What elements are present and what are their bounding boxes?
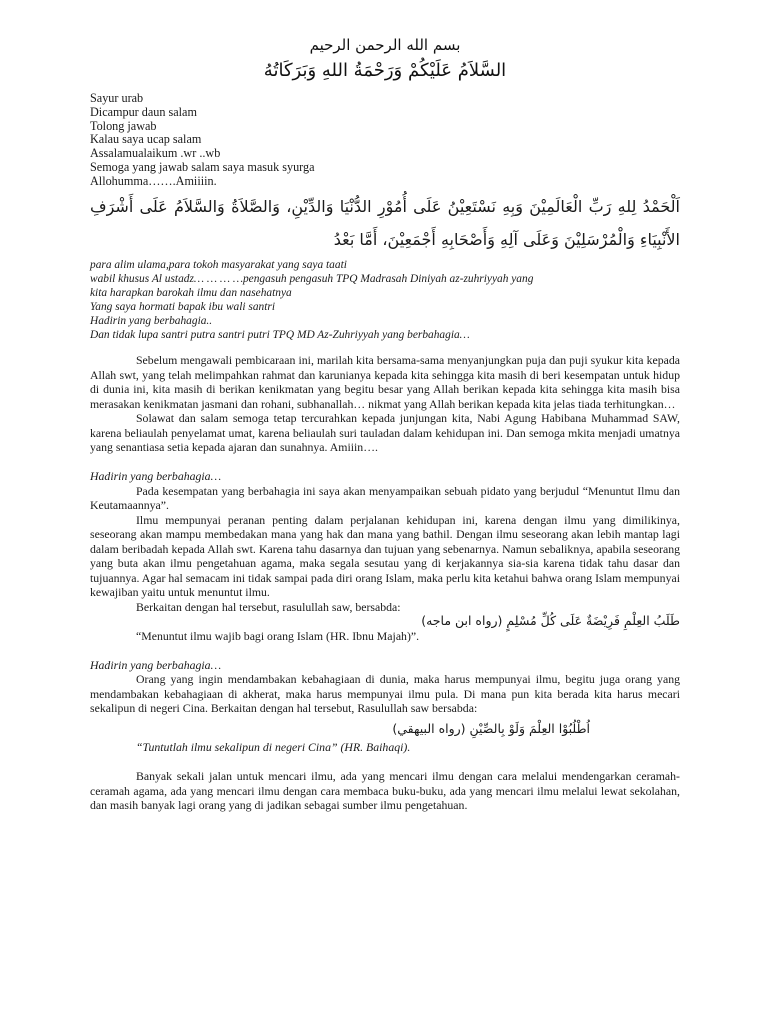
paragraph-topic: Pada kesempatan yang berbahagia ini saya akan menyampaikan sebuah pidato yang berjudul “Menuntut Ilmu dan Keutamaannya”. [90, 483, 680, 512]
pantun-line: Sayur urab [90, 91, 144, 105]
salutation-line: wabil khusus Al ustadz… … … …pengasuh pengasuh TPQ Madrasah Diniyah az-zuhriyyah yang [90, 272, 534, 285]
opening-prayer: اَلْحَمْدُ لِلهِ رَبِّ الْعَالَمِيْنَ وَبِهِ نَسْتَعِيْنُ عَلَى أُمُوْرِ الدُّنْيَا وَالدِّيْنِ، وَالصَّلاَةُ وَالسَّلاَمُ عَلَى أَشْرَفِ الأَنْبِيَاءِ وَالْمُرْسَلِيْنَ وَعَلَى آلِهِ وَأَصْحَابِهِ أَجْمَعِيْنَ، أَمَّا بَعْدُ [90, 197, 680, 249]
paragraph-importance: Ilmu mempunyai peranan penting dalam perjalanan kehidupan ini, karena dengan ilmu yang dimilikinya, seseorang akan mampu membedakan mana yang hak dan mana yang bathil. Dengan ilmu seseorang akan lebih mantap lagi dalam beribadah kepada Allah swt. Karena tahu dasarnya dan tujuan yang sebenarnya. Namun sebaliknya, apabila seseorang yang buta akan ilmu pengetahuan agama, maka segala sesutau yang di kerjakannya sia-sia karena tidak tahu dasar dan tujuannya. Agar hal semacam ini tidak sampai pada diri orang Islam, maka perlu kita ketahui bahwa orang Islam mempunyai kewajiban yaitu untuk menuntut ilmu. [90, 512, 680, 599]
pantun-line: Semoga yang jawab salam saya masuk syurga [90, 159, 315, 174]
paragraph-happiness: Orang yang ingin mendambakan kebahagiaan di dunia, maka harus mempunyai ilmu, begitu juga orang yang mendambakan kebahagiaan di akherat, maka harus mempunyai ilmu pula. Di mana pun kita berada kita harus mecari sekalipun di negeri Cina. Berkaitan dengan hal tersebut, Rasulullah saw bersabda: [90, 672, 680, 715]
paragraph-opening: Sebelum mengawali pembicaraan ini, marilah kita bersama-sama menyanjungkan puja dan puji syukur kita kepada Allah swt, yang telah melimpahkan rahmat dan karunianya kepada kita sehingga kita masih di beri kesempatan untuk hidup di dunia ini, kita masih di berikan kenikmatan yang begitu besar yang Allah berikan kepada kita sehingga kita masih bisa merasakan kenikmatan jasmani dan rohani, subhanallah… nikmat yang Allah berikan kepada kita jelas tiada terhitungkan… [90, 353, 680, 411]
salutations [90, 259, 680, 342]
salutation-line: para alim ulama,para tokoh masyarakat yang saya taati [90, 259, 347, 271]
pantun-line: Assalamualaikum .wr ..wb [90, 146, 221, 161]
speech-body [90, 353, 680, 813]
salutation-line: Dan tidak lupa santri putra santri putri TPQ MD Az-Zuhriyyah yang berbahagia… [90, 328, 470, 341]
paragraph-solawat: Solawat dan salam semoga tetap tercurahkan kepada junjungan kita, Nabi Agung Habibana Muhammad SAW, karena beliaulah penyelamat umat, karena beliaulah suri tauladan dalam kehidupan ini. Dan semoga mkita menjadi umatnya yang senantiasa setia kepada ajaran dan sunahnya. Amiiin…. [90, 411, 680, 454]
hadirin-heading: Hadirin yang berbahagia… [90, 469, 222, 483]
hadith-intro: Berkaitan dengan hal tersebut, rasulullah saw, bersabda: [136, 599, 401, 614]
pantun-line: Kalau saya ucap salam [90, 132, 202, 147]
hadith-translation: “Tuntutlah ilmu sekalipun di negeri Cina” (HR. Baihaqi). [136, 740, 411, 754]
hadith-arabic: طَلَبُ العِلْمِ فَرِيْضَةٌ عَلَى كُلِّ مُسْلِمٍ (رواه ابن ماجه) [421, 613, 680, 628]
paragraph-ways: Banyak sekali jalan untuk mencari ilmu, ada yang mencari ilmu dengan cara melalui mendengarkan ceramah-ceramah agama, ada yang mencari ilmu dengan cara membaca buku-buku, ada yang mencari ilmu melalui lewat sekolahan, dan masih banyak lagi orang yang di jadikan sebagai sumber ilmu pengetahuan. [90, 769, 680, 812]
pantun-line: Dicampur daun salam [90, 104, 197, 119]
pantun-line: Allohumma…….Amiiiin. [90, 173, 217, 188]
hadith-arabic: اُطْلُبُوْا العِلْمَ وَلَوْ بِالصِّيْنِ (رواه البيهقي) [392, 720, 590, 736]
salam-greeting: السَّلاَمُ عَلَيْكُمْ وَرَحْمَةُ اللهِ وَبَرَكَاتُهُ [263, 60, 507, 81]
salutation-line: Hadirin yang berbahagia.. [90, 314, 213, 327]
hadith-translation: “Menuntut ilmu wajib bagi orang Islam (HR. Ibnu Majah)”. [136, 628, 420, 643]
salutation-line: Yang saya hormati bapak ibu wali santri [90, 300, 276, 313]
basmalah: بسم الله الرحمن الرحيم [309, 36, 461, 54]
pantun [90, 92, 680, 189]
pantun-line: Tolong jawab [90, 118, 157, 133]
document-page [90, 0, 680, 1024]
hadirin-heading: Hadirin yang berbahagia… [90, 657, 222, 672]
salutation-line: kita harapkan barokah ilmu dan nasehatnya [90, 286, 292, 299]
